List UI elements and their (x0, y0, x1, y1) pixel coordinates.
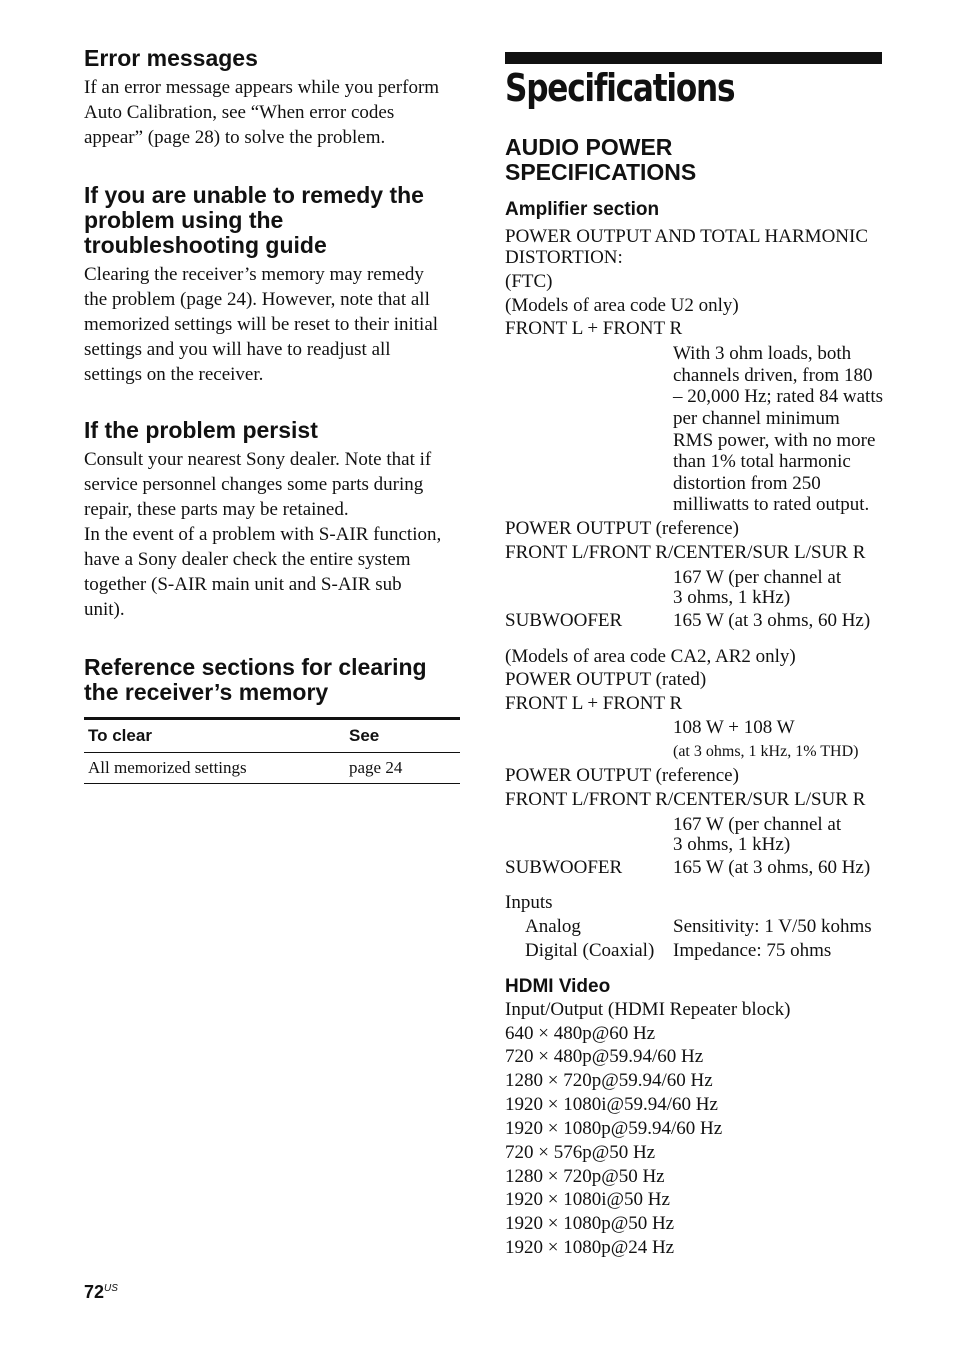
text-line: Consult your nearest Sony dealer. Note that if (84, 449, 432, 470)
spec-desc-line: per channel minimum (673, 408, 840, 429)
unable-heading (84, 183, 474, 258)
spec-value: 165 W (at 3 ohms, 60 Hz) (673, 857, 871, 878)
text-line: settings and you will have to readjust all (84, 339, 391, 360)
spec-desc-line: With 3 ohm loads, both (673, 343, 852, 364)
spec-desc-line: distortion from 250 (673, 473, 821, 494)
table-header-row (84, 719, 460, 753)
column-header-see: See (345, 719, 460, 753)
spec-desc-line: channels driven, from 180 (673, 365, 873, 386)
spec-line: (Models of area code U2 only) (505, 295, 739, 316)
hdmi-line: 720 × 480p@59.94/60 Hz (505, 1046, 704, 1067)
hdmi-line: 1920 × 1080p@50 Hz (505, 1213, 675, 1234)
text-line: together (S-AIR main unit and S-AIR sub (84, 574, 402, 595)
spec-value: Impedance: 75 ohms (673, 940, 832, 961)
amplifier-section-heading: Amplifier section (505, 199, 660, 220)
hdmi-line: 1280 × 720p@59.94/60 Hz (505, 1070, 713, 1091)
heading-line: Reference sections for clearing (84, 654, 427, 680)
spec-label: SUBWOOFER (505, 610, 623, 631)
spec-line: DISTORTION: (505, 247, 623, 268)
text-line: appear” (page 28) to solve the problem. (84, 127, 386, 148)
page-number-value: 72 (84, 1282, 105, 1302)
heading-line: problem using the (84, 207, 284, 233)
spec-desc-line: RMS power, with no more (673, 430, 876, 451)
hdmi-line: 1920 × 1080p@59.94/60 Hz (505, 1118, 723, 1139)
spec-value: 167 W (per channel at (673, 814, 842, 835)
spec-line: FRONT L + FRONT R (505, 318, 683, 339)
reference-heading (84, 655, 474, 705)
text-line: repair, these parts may be retained. (84, 499, 349, 520)
reference-table (84, 717, 460, 784)
error-messages-body (84, 75, 464, 150)
hdmi-line: 720 × 576p@50 Hz (505, 1142, 656, 1163)
spec-value: (at 3 ohms, 1 kHz, 1% THD) (673, 743, 859, 760)
spec-line: FRONT L/FRONT R/CENTER/SUR L/SUR R (505, 542, 866, 563)
column-header-to-clear: To clear (84, 719, 345, 753)
spec-line: POWER OUTPUT AND TOTAL HARMONIC (505, 226, 869, 247)
hdmi-video-heading: HDMI Video (505, 976, 611, 997)
text-line: unit). (84, 599, 125, 620)
page-title: Specifications (505, 66, 735, 110)
title-rule (505, 52, 882, 64)
table-cell: page 24 (345, 753, 460, 784)
spec-line: (Models of area code CA2, AR2 only) (505, 646, 796, 667)
problem-persist-heading: If the problem persist (84, 417, 318, 443)
spec-value: Sensitivity: 1 V/50 kohms (673, 916, 872, 937)
spec-line: POWER OUTPUT (rated) (505, 669, 707, 690)
text-line: have a Sony dealer check the entire system (84, 549, 411, 570)
problem-persist-body (84, 447, 474, 622)
spec-value: 3 ohms, 1 kHz) (673, 834, 791, 855)
spec-line: POWER OUTPUT (reference) (505, 518, 739, 539)
spec-label: Digital (Coaxial) (525, 940, 655, 961)
text-line: the problem (page 24). However, note that all (84, 289, 430, 310)
text-line: settings on the receiver. (84, 364, 264, 385)
spec-label: Analog (525, 916, 581, 937)
spec-value: 3 ohms, 1 kHz) (673, 587, 791, 608)
text-line: If an error message appears while you perform (84, 77, 440, 98)
hdmi-line: 1920 × 1080p@24 Hz (505, 1237, 675, 1258)
spec-desc-line: – 20,000 Hz; rated 84 watts (673, 386, 884, 407)
text-line: In the event of a problem with S-AIR function, (84, 524, 442, 545)
spec-value: 167 W (per channel at (673, 567, 842, 588)
table-cell: All memorized settings (84, 753, 345, 784)
spec-line: FRONT L + FRONT R (505, 693, 683, 714)
unable-body (84, 262, 474, 387)
table-row (84, 753, 460, 784)
text-line: memorized settings will be reset to their initial (84, 314, 439, 335)
page-region-suffix: US (104, 1283, 118, 1294)
spec-label: SUBWOOFER (505, 857, 623, 878)
page-number (84, 1282, 118, 1303)
heading-line: the receiver’s memory (84, 679, 329, 705)
spec-line: POWER OUTPUT (reference) (505, 765, 739, 786)
hdmi-line: 1280 × 720p@50 Hz (505, 1166, 665, 1187)
audio-power-heading-line: AUDIO POWER (505, 134, 673, 160)
spec-value: 165 W (at 3 ohms, 60 Hz) (673, 610, 871, 631)
text-line: Auto Calibration, see “When error codes (84, 102, 395, 123)
spec-line: (FTC) (505, 271, 553, 292)
hdmi-line: Input/Output (HDMI Repeater block) (505, 999, 791, 1020)
spec-desc-line: milliwatts to rated output. (673, 494, 870, 515)
spec-line: FRONT L/FRONT R/CENTER/SUR L/SUR R (505, 789, 866, 810)
inputs-label: Inputs (505, 892, 553, 913)
text-line: Clearing the receiver’s memory may remedy (84, 264, 424, 285)
heading-line: troubleshooting guide (84, 232, 327, 258)
spec-desc-line: than 1% total harmonic (673, 451, 851, 472)
audio-power-heading-line: SPECIFICATIONS (505, 159, 697, 185)
hdmi-line: 1920 × 1080i@50 Hz (505, 1189, 670, 1210)
error-messages-heading: Error messages (84, 45, 258, 71)
heading-line: If you are unable to remedy the (84, 182, 424, 208)
hdmi-line: 1920 × 1080i@59.94/60 Hz (505, 1094, 718, 1115)
hdmi-line: 640 × 480p@60 Hz (505, 1023, 656, 1044)
spec-value: 108 W + 108 W (673, 717, 795, 738)
text-line: service personnel changes some parts during (84, 474, 424, 495)
